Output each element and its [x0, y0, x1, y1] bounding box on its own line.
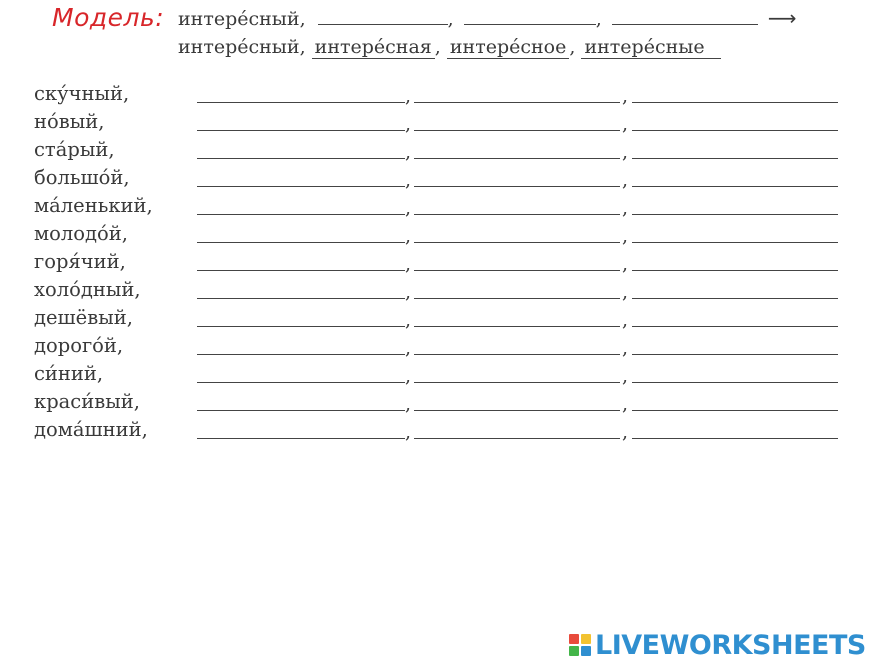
comma: , [622, 141, 629, 163]
exercise-row [0, 222, 876, 250]
comma: , [622, 225, 629, 247]
comma: , [622, 309, 629, 331]
comma: , [405, 337, 412, 359]
liveworksheets-wordmark: LIVEWORKSHEETS [595, 629, 866, 661]
adjective-word: холо́дный, [34, 278, 141, 301]
answer-blank-3[interactable] [632, 186, 838, 187]
comma: , [405, 253, 412, 275]
answer-blank-1[interactable] [197, 242, 405, 243]
model-sep-2: , [595, 8, 602, 30]
exercise-row [0, 166, 876, 194]
model-sep-4: , [569, 36, 576, 58]
adjective-word: горя́чий, [34, 250, 126, 273]
logo-square-red [569, 634, 579, 644]
model-answer-2: интере́сное [447, 36, 569, 59]
answer-blank-2[interactable] [414, 438, 620, 439]
answer-blank-3[interactable] [632, 214, 838, 215]
exercise-row [0, 418, 876, 446]
model-line-2 [178, 36, 721, 59]
comma: , [405, 421, 412, 443]
answer-blank-2[interactable] [414, 102, 620, 103]
answer-blank-1[interactable] [197, 326, 405, 327]
adjective-word: ста́рый, [34, 138, 115, 161]
adjective-word: большо́й, [34, 166, 130, 189]
answer-blank-1[interactable] [197, 186, 405, 187]
adjective-word: дешёвый, [34, 306, 133, 329]
model-line-1 [178, 6, 797, 30]
exercise-row [0, 306, 876, 334]
adjective-word: молодо́й, [34, 222, 128, 245]
answer-blank-1[interactable] [197, 130, 405, 131]
answer-blank-3[interactable] [632, 270, 838, 271]
answer-blank-3[interactable] [632, 130, 838, 131]
adjective-word: но́вый, [34, 110, 105, 133]
answer-blank-1[interactable] [197, 298, 405, 299]
answer-blank-2[interactable] [414, 298, 620, 299]
model-blank-1[interactable] [318, 6, 448, 25]
answer-blank-2[interactable] [414, 158, 620, 159]
adjective-word: краси́вый, [34, 390, 140, 413]
model-label: Модель: [52, 3, 165, 32]
logo-square-blue [581, 646, 591, 656]
answer-blank-2[interactable] [414, 186, 620, 187]
logo-square-yellow [581, 634, 591, 644]
adjective-word: си́ний, [34, 362, 104, 385]
comma: , [622, 421, 629, 443]
comma: , [622, 253, 629, 275]
answer-blank-2[interactable] [414, 130, 620, 131]
model-word-2: интере́сный, [178, 36, 306, 58]
model-answer-3: интере́сные [581, 36, 720, 59]
answer-blank-2[interactable] [414, 410, 620, 411]
answer-blank-3[interactable] [632, 438, 838, 439]
exercise-row [0, 194, 876, 222]
model-sep-1: , [447, 8, 454, 30]
exercise-row [0, 110, 876, 138]
exercise-row [0, 138, 876, 166]
comma: , [405, 281, 412, 303]
arrow-icon: ⟶ [767, 6, 797, 30]
comma: , [622, 85, 629, 107]
answer-blank-1[interactable] [197, 354, 405, 355]
comma: , [405, 225, 412, 247]
comma: , [405, 169, 412, 191]
answer-blank-1[interactable] [197, 438, 405, 439]
comma: , [622, 197, 629, 219]
model-word: интере́сный, [178, 8, 306, 30]
liveworksheets-logo[interactable] [569, 630, 866, 660]
comma: , [622, 169, 629, 191]
comma: , [405, 393, 412, 415]
comma: , [622, 281, 629, 303]
answer-blank-2[interactable] [414, 382, 620, 383]
answer-blank-2[interactable] [414, 354, 620, 355]
answer-blank-2[interactable] [414, 214, 620, 215]
model-blank-2[interactable] [464, 6, 596, 25]
exercise-row [0, 250, 876, 278]
answer-blank-3[interactable] [632, 298, 838, 299]
answer-blank-1[interactable] [197, 158, 405, 159]
comma: , [405, 197, 412, 219]
answer-blank-3[interactable] [632, 102, 838, 103]
exercise-row [0, 82, 876, 110]
comma: , [622, 365, 629, 387]
adjective-word: дорого́й, [34, 334, 124, 357]
answer-blank-3[interactable] [632, 382, 838, 383]
exercise-row [0, 334, 876, 362]
answer-blank-1[interactable] [197, 102, 405, 103]
logo-square-green [569, 646, 579, 656]
liveworksheets-icon [569, 634, 591, 656]
answer-blank-2[interactable] [414, 270, 620, 271]
model-blank-3[interactable] [612, 6, 758, 25]
adjective-word: дома́шний, [34, 418, 148, 441]
adjective-word: ску́чный, [34, 82, 130, 105]
comma: , [405, 141, 412, 163]
answer-blank-3[interactable] [632, 242, 838, 243]
answer-blank-3[interactable] [632, 158, 838, 159]
exercise-row [0, 278, 876, 306]
answer-blank-1[interactable] [197, 382, 405, 383]
answer-blank-2[interactable] [414, 326, 620, 327]
model-answer-1: интере́сная [312, 36, 435, 59]
answer-blank-1[interactable] [197, 270, 405, 271]
comma: , [622, 393, 629, 415]
answer-blank-3[interactable] [632, 354, 838, 355]
exercise-row [0, 362, 876, 390]
answer-blank-3[interactable] [632, 410, 838, 411]
answer-blank-1[interactable] [197, 214, 405, 215]
comma: , [622, 337, 629, 359]
comma: , [405, 309, 412, 331]
adjective-word: ма́ленький, [34, 194, 153, 217]
answer-blank-3[interactable] [632, 326, 838, 327]
answer-blank-2[interactable] [414, 242, 620, 243]
comma: , [405, 113, 412, 135]
model-sep-3: , [434, 36, 441, 58]
comma: , [405, 365, 412, 387]
comma: , [405, 85, 412, 107]
comma: , [622, 113, 629, 135]
answer-blank-1[interactable] [197, 410, 405, 411]
exercise-row [0, 390, 876, 418]
